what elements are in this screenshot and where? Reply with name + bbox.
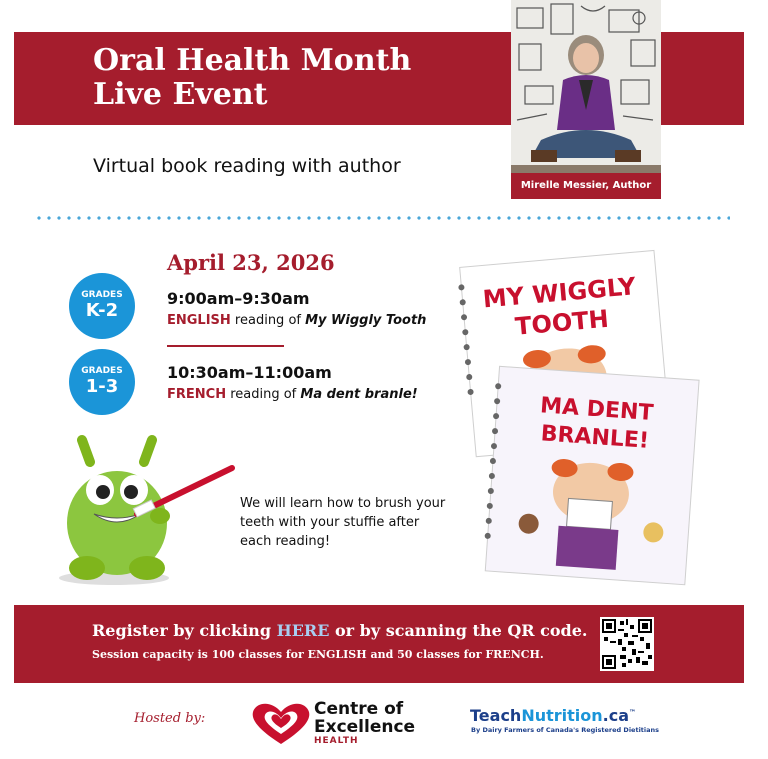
session-divider — [167, 345, 284, 347]
book2-title-line2: BRANLE! — [539, 421, 650, 454]
coe-health: HEALTH — [314, 736, 359, 746]
register-suffix: or by scanning the QR code. — [329, 621, 588, 640]
session-book-1: My Wiggly Tooth — [305, 313, 427, 328]
badge-range: 1-3 — [85, 376, 119, 397]
book1-title-line2: TOOTH — [514, 304, 610, 341]
teachnutrition-logo — [470, 706, 636, 725]
learn-text: We will learn how to brush your teeth with your stuffie after each reading! — [240, 496, 446, 549]
session-reading-text-2: reading of — [226, 387, 301, 402]
session-reading-text-1: reading of — [230, 313, 306, 328]
author-caption: Mirelle Messier, Author — [511, 173, 661, 199]
heart-icon — [251, 700, 311, 746]
tn-domain: .ca — [602, 706, 629, 725]
monster-icon — [52, 428, 242, 588]
page-title — [93, 44, 411, 112]
page-subtitle: Virtual book reading with author — [93, 155, 401, 177]
session-time-1: 9:00am–9:30am — [167, 289, 310, 308]
session-language-1: ENGLISH — [167, 313, 231, 328]
books-illustration — [452, 238, 712, 588]
tn-trademark: ™ — [629, 708, 636, 717]
session-language-2: FRENCH — [167, 387, 227, 402]
register-text — [92, 621, 587, 640]
book1-title-line1: MY WIGGLY — [481, 272, 637, 314]
badge-label: GRADES — [81, 290, 123, 300]
tn-accent: Nutrition — [521, 706, 603, 725]
tn-main: Teach — [470, 706, 522, 725]
qr-code[interactable] — [600, 617, 654, 671]
coe-logo — [251, 700, 311, 746]
session-time-2: 10:30am–11:00am — [167, 363, 332, 382]
badge-label: GRADES — [81, 366, 123, 376]
author-illustration — [511, 0, 661, 199]
book2-title-line1: MA DENT — [539, 393, 655, 427]
session-desc-2 — [167, 387, 418, 402]
qr-code-icon — [600, 617, 654, 671]
capacity-text: Session capacity is 100 classes for ENGLISH and 50 classes for FRENCH. — [92, 648, 544, 661]
grade-badge-k2 — [69, 273, 135, 339]
title-line-2: Live Event — [93, 77, 268, 112]
title-line-1: Oral Health Month — [93, 43, 412, 78]
register-here-link[interactable]: HERE — [276, 621, 330, 640]
teachnutrition-tagline: By Dairy Farmers of Canada's Registered Dietitians — [471, 726, 660, 734]
register-prefix: Register by clicking — [92, 621, 277, 640]
coe-line-2: Excellence — [314, 717, 416, 737]
monster-illustration — [52, 428, 242, 588]
author-photo — [511, 0, 661, 199]
coe-line-1: Centre of — [314, 699, 404, 719]
session-desc-1 — [167, 313, 426, 328]
grade-badge-1-3 — [69, 349, 135, 415]
hosted-by-label: Hosted by: — [134, 711, 206, 726]
event-date: April 23, 2026 — [167, 250, 335, 275]
dotted-divider — [34, 215, 730, 221]
book-covers — [452, 238, 712, 588]
session-book-2: Ma dent branle! — [300, 387, 418, 402]
coe-name — [314, 700, 415, 736]
badge-range: K-2 — [85, 300, 119, 321]
